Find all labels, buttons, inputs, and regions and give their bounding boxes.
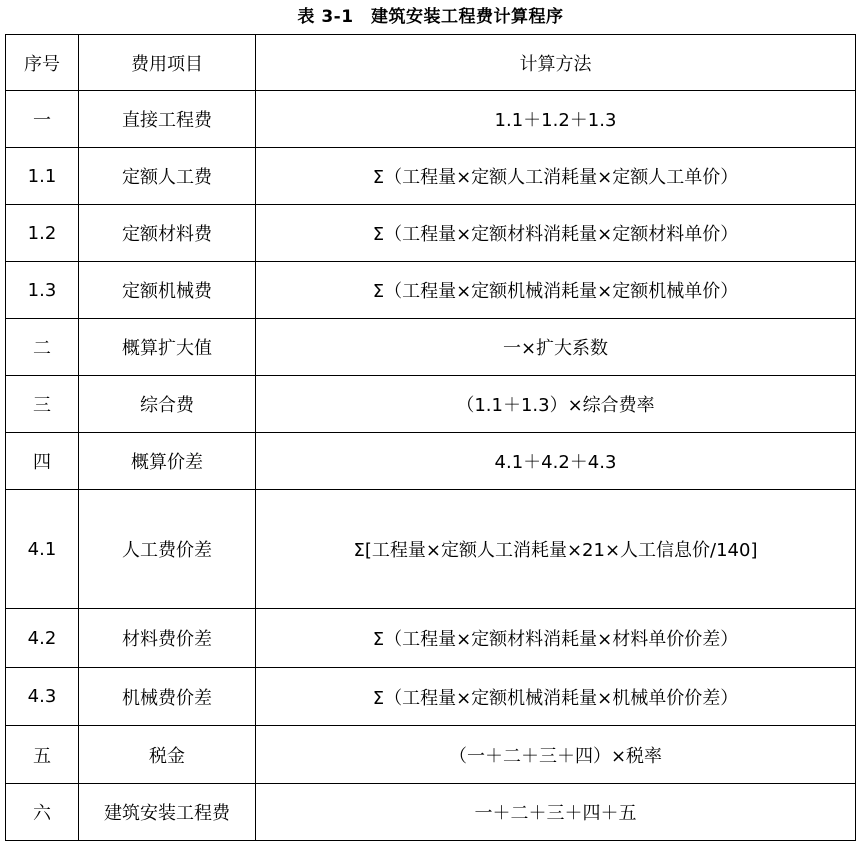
row-serial-number: 4.3 [6, 668, 79, 726]
row-cost-item: 建筑安装工程费 [79, 784, 256, 841]
row-cost-item: 材料费价差 [79, 609, 256, 668]
row-calculation-method: 一×扩大系数 [256, 319, 856, 376]
row-calculation-method: 1.1＋1.2＋1.3 [256, 91, 856, 148]
table-row [6, 784, 856, 841]
row-serial-number: 五 [6, 726, 79, 784]
row-serial-number: 4.2 [6, 609, 79, 668]
row-serial-number: 四 [6, 433, 79, 490]
table-caption: 表 3-1 建筑安装工程费计算程序 [297, 7, 564, 27]
table-row [6, 490, 856, 609]
table-row [6, 205, 856, 262]
row-serial-number: 三 [6, 376, 79, 433]
table-row [6, 148, 856, 205]
header-row [6, 35, 856, 91]
row-serial-number: 1.2 [6, 205, 79, 262]
row-calculation-method: Σ（工程量×定额人工消耗量×定额人工单价） [256, 148, 856, 205]
header-calculation-method: 计算方法 [256, 35, 856, 91]
header-cost-item: 费用项目 [79, 35, 256, 91]
header-serial-number: 序号 [6, 35, 79, 91]
table-row [6, 91, 856, 148]
row-serial-number: 1.1 [6, 148, 79, 205]
table-row [6, 668, 856, 726]
row-calculation-method: （1.1＋1.3）×综合费率 [256, 376, 856, 433]
row-cost-item: 定额人工费 [79, 148, 256, 205]
table-row [6, 726, 856, 784]
row-serial-number: 二 [6, 319, 79, 376]
row-serial-number: 六 [6, 784, 79, 841]
row-cost-item: 综合费 [79, 376, 256, 433]
row-serial-number: 1.3 [6, 262, 79, 319]
row-cost-item: 概算价差 [79, 433, 256, 490]
row-calculation-method: Σ（工程量×定额机械消耗量×定额机械单价） [256, 262, 856, 319]
row-cost-item: 人工费价差 [79, 490, 256, 609]
row-cost-item: 概算扩大值 [79, 319, 256, 376]
row-calculation-method: Σ（工程量×定额材料消耗量×定额材料单价） [256, 205, 856, 262]
row-calculation-method: Σ（工程量×定额机械消耗量×机械单价价差） [256, 668, 856, 726]
table-row [6, 376, 856, 433]
row-cost-item: 机械费价差 [79, 668, 256, 726]
table-row [6, 433, 856, 490]
row-calculation-method: （一＋二＋三＋四）×税率 [256, 726, 856, 784]
row-serial-number: 4.1 [6, 490, 79, 609]
row-calculation-method: 一＋二＋三＋四＋五 [256, 784, 856, 841]
table-row [6, 319, 856, 376]
row-cost-item: 定额材料费 [79, 205, 256, 262]
row-calculation-method: 4.1＋4.2＋4.3 [256, 433, 856, 490]
row-cost-item: 直接工程费 [79, 91, 256, 148]
row-serial-number: 一 [6, 91, 79, 148]
cost-calculation-table [5, 34, 856, 841]
row-cost-item: 定额机械费 [79, 262, 256, 319]
row-calculation-method: Σ[工程量×定额人工消耗量×21×人工信息价/140] [256, 490, 856, 609]
table-row [6, 609, 856, 668]
row-cost-item: 税金 [79, 726, 256, 784]
row-calculation-method: Σ（工程量×定额材料消耗量×材料单价价差） [256, 609, 856, 668]
table-row [6, 262, 856, 319]
